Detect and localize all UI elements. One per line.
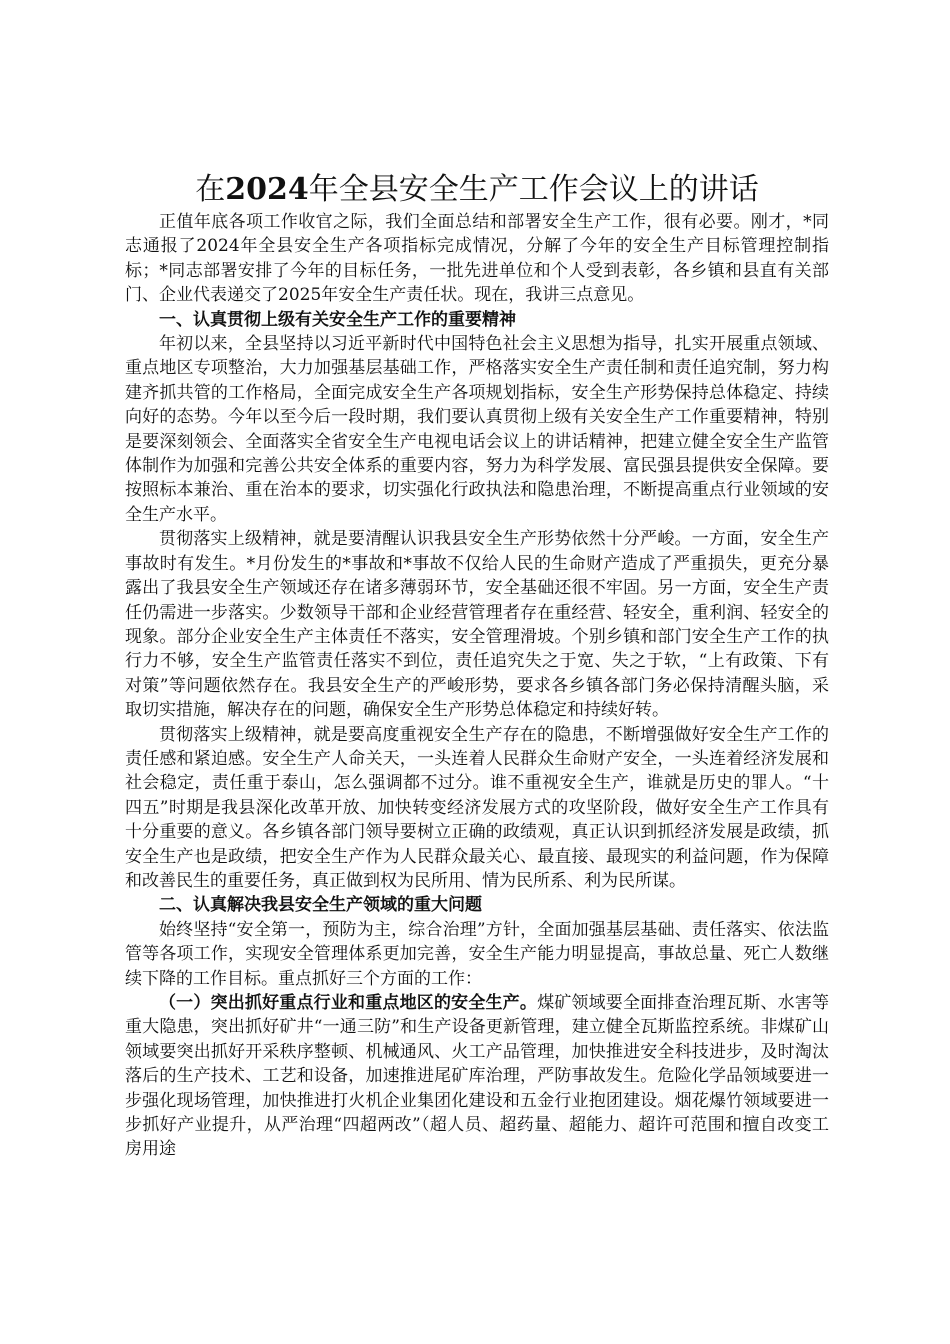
section-2-heading: 二、认真解决我县安全生产领域的重大问题 — [159, 895, 482, 916]
section-2-paragraph-1: 始终坚持“安全第一，预防为主，综合治理”方针，全面加强基层基础、责任落实、依法监管等各项工作，实现安全管理体系更加完善，安全生产能力明显提高，事故总量、死亡人数继续下降的工作目标。重点抓好三个方面的工作： — [125, 919, 829, 989]
section-1-paragraph-1: 年初以来，全县坚持以习近平新时代中国特色社会主义思想为指导，扎实开展重点领域、重点地区专项整治，大力加强基层基础工作，严格落实安全生产责任制和责任追究制，努力构建齐抓共管的工作格局，全面完成安全生产各项规划指标，安全生产形势保持总体稳定、持续向好的态势。今年以至今后一段时期，我们要认真贯彻上级有关安全生产工作重要精神，特别是要深刻领会、全面落实全省安全生产电视电话会议上的讲话精神，把建立健全安全生产监管体制作为加强和完善公共安全体系的重要内容，努力为科学发展、富民强县提供安全保障。要按照标本兼治、重在治本的要求，切实强化行政执法和隐患治理，不断提高重点行业领域的安全生产水平。 — [125, 334, 829, 525]
subsection-1-text: 煤矿领域要全面排查治理瓦斯、水害等重大隐患，突出抓好矿井“一通三防”和生产设备更新管理，建立健全瓦斯监控系统。非煤矿山领域要突出抓好开采秩序整顿、机械通风、火工产品管理，加快推进安全科技进步，及时淘汰落后的生产技术、工艺和设备，加速推进尾矿库治理，严防事故发生。危险化学品领域要进一步强化现场管理，加快推进打火机企业集团化建设和五金行业抱团建设。烟花爆竹领域要进一步抓好产业提升，从严治理“四超两改”（超人员、超药量、超能力、超许可范围和擅自改变工房用途 — [125, 993, 830, 1160]
intro-paragraph: 正值年底各项工作收官之际，我们全面总结和部署安全生产工作，很有必要。刚才，*同志通报了2024年全县安全生产各项指标完成情况，分解了今年的安全生产目标管理控制指标；*同志部署安排了今年的目标任务，一批先进单位和个人受到表彰，各乡镇和县直有关部门、企业代表递交了2025年安全生产责任状。现在，我讲三点意见。 — [125, 212, 829, 306]
title-suffix: 年全县安全生产工作会议上的讲话 — [308, 172, 759, 207]
title-prefix: 在 — [195, 172, 226, 207]
section-1-heading: 一、认真贯彻上级有关安全生产工作的重要精神 — [159, 309, 516, 330]
title-year: 2024 — [225, 172, 309, 207]
section-1-paragraph-2: 贯彻落实上级精神，就是要清醒认识我县安全生产形势依然十分严峻。一方面，安全生产事故时有发生。*月份发生的*事故和*事故不仅给人民的生命财产造成了严重损失，更充分暴露出了我县安全生产领域还存在诸多薄弱环节，安全基础还很不牢固。另一方面，安全生产责任仍需进一步落实。少数领导干部和企业经营管理者存在重经营、轻安全，重利润、轻安全的现象。部分企业安全生产主体责任不落实，安全管理滑坡。个别乡镇和部门安全生产工作的执行力不够，安全生产监管责任落实不到位，责任追究失之于宽、失之于软，“上有政策、下有对策”等问题依然存在。我县安全生产的严峻形势，要求各乡镇各部门务必保持清醒头脑，采取切实措施，解决存在的问题，确保安全生产形势总体稳定和持续好转。 — [125, 529, 829, 721]
section-2-paragraph-2 — [125, 991, 829, 1162]
document-page — [125, 170, 829, 1162]
subsection-1-heading: （一）突出抓好重点行业和重点地区的安全生产。 — [159, 993, 538, 1013]
document-title — [125, 170, 829, 210]
section-1-paragraph-3: 贯彻落实上级精神，就是要高度重视安全生产存在的隐患，不断增强做好安全生产工作的责任感和紧迫感。安全生产人命关天，一头连着人民群众生命财产安全，一头连着经济发展和社会稳定，责任重于泰山，怎么强调都不过分。谁不重视安全生产，谁就是历史的罪人。“十四五”时期是我县深化改革开放、加快转变经济发展方式的攻坚阶段，做好安全生产工作具有十分重要的意义。各乡镇各部门领导要树立正确的政绩观，真正认识到抓经济发展是政绩，抓安全生产也是政绩，把安全生产作为人民群众最关心、最直接、最现实的利益问题，作为保障和改善民生的重要任务，真正做到权为民所用、情为民所系、利为民所谋。 — [125, 724, 829, 891]
